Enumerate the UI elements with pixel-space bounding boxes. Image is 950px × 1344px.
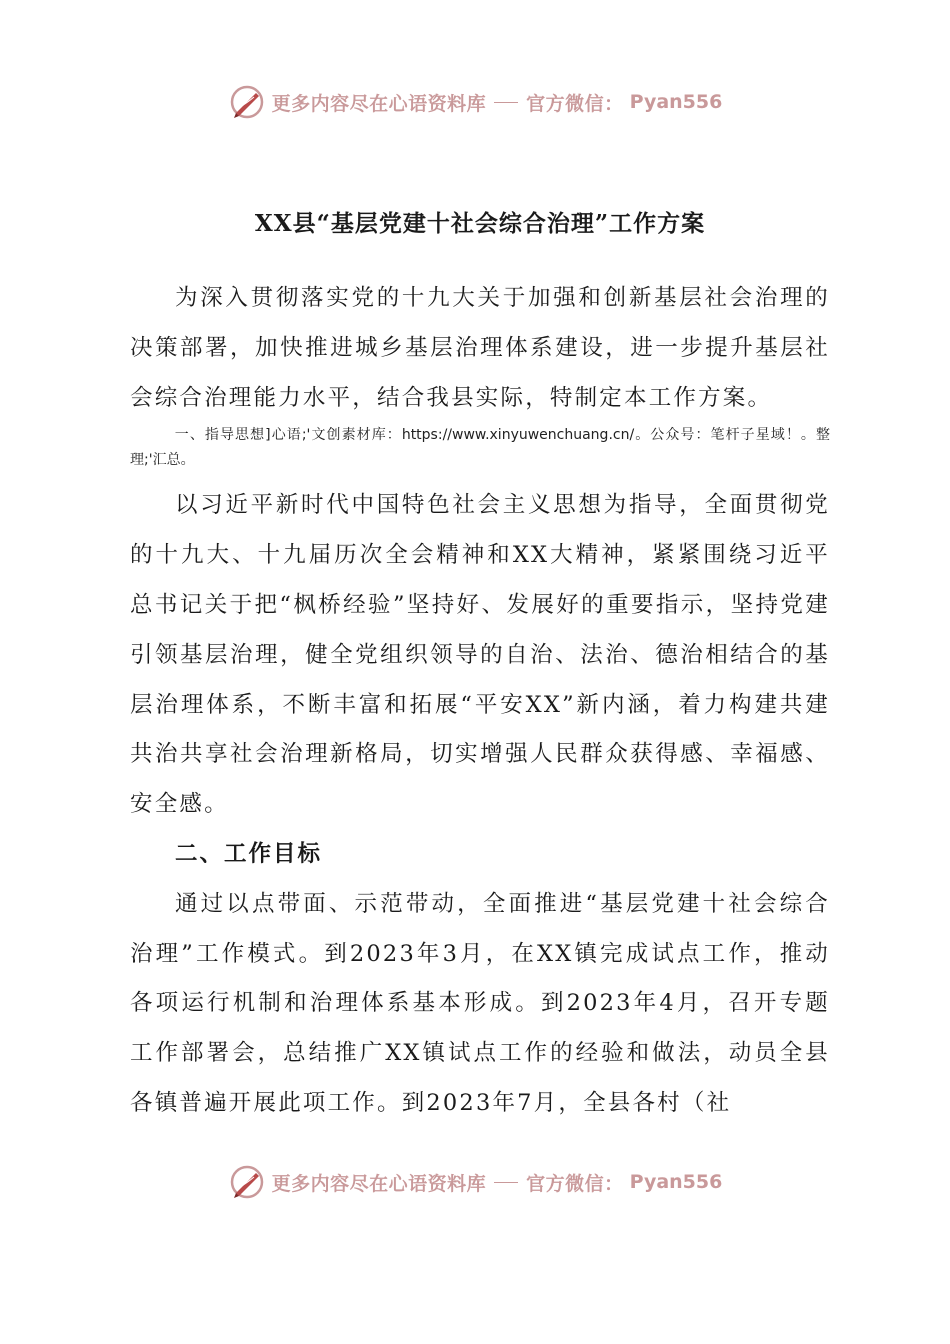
banner-dash: [494, 1182, 518, 1183]
section2-paragraph: 通过以点带面、示范带动，全面推进“基层党建十社会综合治理”工作模式。到2023年3月，在XX镇完成试点工作，推动各项运行机制和治理体系基本形成。到2023年4月，召开专题工作部署会，总结推广XX镇试点工作的经验和做法，动员全县各镇普遍开展此项工作。到2023年7月，全县各村（社: [130, 890, 830, 1116]
banner-wechat-id: Pyan556: [629, 1171, 723, 1193]
intro-paragraph: 为深入贯彻落实党的十九大关于加强和创新基层社会治理的决策部署，加快推进城乡基层治理体系建设，进一步提升基层社会综合治理能力水平，结合我县实际，特制定本工作方案。: [130, 285, 830, 411]
section1-paragraph: 以习近平新时代中国特色社会主义思想为指导，全面贯彻党的十九大、十九届历次全会精神和XX大精神，紧紧围绕习近平总书记关于把“枫桥经验”坚持好、发展好的重要指示，坚持党建引领基层治理，健全党组织领导的自治、法治、德治相结合的基层治理体系，不断丰富和拓展“平安XX”新内涵，着力构建共建共治共享社会治理新格局，切实增强人民群众获得感、幸福感、安全感。: [130, 492, 830, 818]
header-banner: [0, 80, 950, 124]
pen-logo-icon: [228, 1163, 266, 1201]
pen-logo-icon: [228, 83, 266, 121]
document-body: [130, 200, 830, 1129]
banner-main-text: 更多内容尽在心语资料库: [271, 92, 487, 115]
banner-dash: [494, 102, 518, 103]
section2-heading: 二、工作目标: [175, 840, 323, 867]
document-title: XX县“基层党建十社会综合治理”工作方案: [254, 210, 706, 237]
banner-sub-text: 官方微信：: [526, 1172, 624, 1195]
banner-sub-text: 官方微信：: [526, 92, 624, 115]
footer-banner: [0, 1160, 950, 1204]
banner-main-text: 更多内容尽在心语资料库: [271, 1172, 487, 1195]
banner-wechat-id: Pyan556: [629, 91, 723, 113]
section1-note: 一、指导思想]心语;'文创素材库：https://www.xinyuwenchuang.cn/。公众号：笔杆子星域！。整理;'汇总。: [130, 427, 830, 469]
